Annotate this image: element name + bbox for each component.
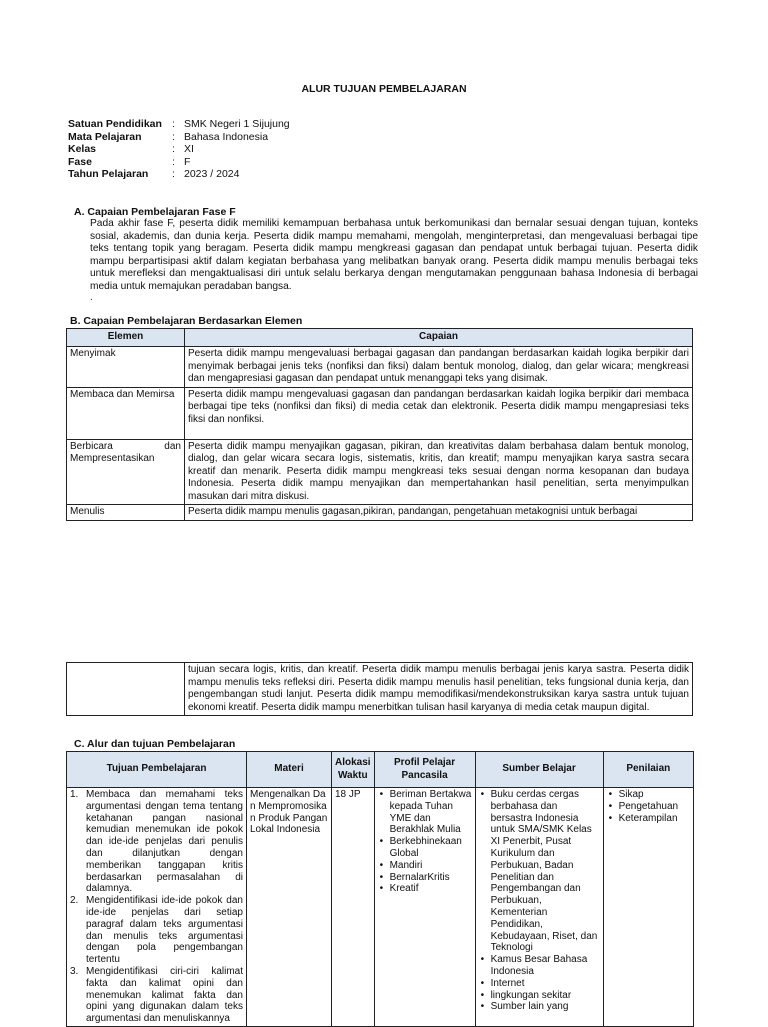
identity-info xyxy=(68,118,468,181)
penilaian-list xyxy=(607,789,690,824)
elemen-cell: Menulis xyxy=(67,505,185,521)
section-a-dot: . xyxy=(90,292,93,303)
info-colon: : xyxy=(172,155,175,168)
info-value: Bahasa Indonesia xyxy=(184,130,269,143)
section-a-text: Pada akhir fase F, peserta didik memiliki kemampuan berbahasa untuk berkomunikasi dan bernalar sesuai dengan tujuan, konteks sosial, akademis, dan dunia kerja. Peserta didik mampu memahami, mengolah, menginterpretasi, dan mengevaluasi berbagai tipe teks tentang topik yang beragam. Peserta didik mampu mengkreasi gagasan dan pendapat untuk berbagai tujuan. Peserta didik mampu berpartisipasi aktif dalam kegiatan berbahasa yang melibatkan banyak orang. Peserta didik mampu menulis berbagai teks untuk merefleksi dan mengaktualisasi diri untuk selalu berkarya dengan mengutamakan penggunaan bahasa Indonesia di berbagai media untuk memajukan peradaban bangsa. xyxy=(90,218,698,292)
capaian-cell: Peserta didik mampu mengevaluasi berbagai gagasan dan pandangan berdasarkan kaidah logika berpikir dari menyimak berbagai jenis teks (nonfiksi dan fiksi) dalam bentuk monolog, dialog, dan gelar wicara; mengkreasi dan mengapresiasi gagasan dan pendapat untuk menanggapi teks yang disimak. xyxy=(185,347,693,388)
info-label: Fase xyxy=(68,155,92,168)
info-row-kelas xyxy=(68,143,468,156)
page-title: ALUR TUJUAN PEMBELAJARAN xyxy=(301,83,467,95)
info-label: Satuan Pendidikan xyxy=(68,118,162,130)
elemen-cell: Menyimak xyxy=(67,347,185,388)
list-item xyxy=(70,789,243,895)
item-text: Mengidentifikasi ciri-ciri kalimat fakta dan kalimat opini dan menemukan kalimat fakta dan opini yang digunakan dalam teks argumentasi dan menuliskannya xyxy=(86,965,243,1025)
list-item: • Sumber lain yang xyxy=(479,1001,600,1013)
item-text: Membaca dan memahami teks argumentasi dengan tema tentang ketahanan pangan nasional kemudian menemukan ide pokok dan ide-ide penjelas dari penulis dan dilanjutkan dengan memberikan tanggapan kritis berdasarkan permasalahan di dalamnya. xyxy=(86,789,243,895)
list-item: • BernalarKritis xyxy=(378,872,472,884)
list-item: • Internet xyxy=(479,978,600,990)
section-b-heading: B. Capaian Pembelajaran Berdasarkan Elemen xyxy=(70,315,303,327)
table-row xyxy=(67,387,693,439)
capaian-cell: Peserta didik mampu menulis gagasan,pikiran, pandangan, pengetahuan metakognisi untuk berbagai xyxy=(185,505,693,521)
info-label: Mata Pelajaran xyxy=(68,130,142,143)
table-header-row xyxy=(67,329,693,347)
info-value: 2023 / 2024 xyxy=(184,168,240,180)
list-item: • Buku cerdas cergas berbahasa dan bersastra Indonesia untuk SMA/SMK Kelas XI Penerbit, Pusat Kurikulum dan Perbukuan, Badan Penelitian dan Pengembangan dan Perbukuan, Kementerian Pendidikan, Kebudayaan, Riset, dan Teknologi xyxy=(479,789,600,954)
sumber-cell xyxy=(475,788,603,1027)
elemen-cell-empty xyxy=(67,663,185,716)
item-number: 2. xyxy=(70,895,79,907)
capaian-cell: tujuan secara logis, kritis, dan kreatif. Peserta didik mampu menulis berbagai jenis karya sastra. Peserta didik mampu menulis teks refleksi diri. Peserta didik mampu menulis hasil penelitian, teks fungsional dunia kerja, dan pengembangan studi lanjut. Peserta didik mampu memodifikasi/mendekonstruksikan karya sastra untuk tujuan ekonomi kreatif. Peserta didik mampu menerbitkan tulisan hasil karyanya di media cetak maupun digital. xyxy=(185,663,693,716)
list-item xyxy=(70,966,243,1025)
table-row xyxy=(67,505,693,521)
column-header-capaian: Capaian xyxy=(185,329,693,347)
capaian-cell: Peserta didik mampu mengevaluasi gagasan dan pandangan berdasarkan kaidah logika berpikir dari membaca berbagai tipe teks (nonfiksi dan fiksi) di media cetak dan elektronik. Peserta didik mampu mengapresiasi teks fiksi dan nonfiksi. xyxy=(185,387,693,439)
elemen-table-continued xyxy=(66,662,693,716)
elemen-cell: Membaca dan Memirsa xyxy=(67,387,185,439)
column-header-materi: Materi xyxy=(247,752,332,788)
profil-list xyxy=(378,789,472,895)
section-c-heading: C. Alur dan tujuan Pembelajaran xyxy=(74,738,236,750)
list-item: • lingkungan sekitar xyxy=(479,990,600,1002)
list-item: • Kreatif xyxy=(378,883,472,895)
table-row xyxy=(67,347,693,388)
capaian-cell: Peserta didik mampu menyajikan gagasan, pikiran, dan kreativitas dalam berbahasa dalam bentuk monolog, dialog, dan gelar wicara secara logis, sistematis, kritis, dan kreatif; mampu menyajikan karya sastra secara kreatif dan menarik. Peserta didik mampu mengkreasi teks sesuai dengan norma kesopanan dan budaya Indonesia. Peserta didik mampu menyajikan dan mempertahankan hasil penelitian, serta menyimpulkan masukan dari mitra diskusi. xyxy=(185,439,693,505)
column-header-tujuan: Tujuan Pembelajaran xyxy=(67,752,247,788)
info-value: F xyxy=(184,155,191,168)
alokasi-cell: 18 JP xyxy=(332,788,375,1027)
info-row-fase xyxy=(68,156,468,169)
table-row xyxy=(67,439,693,505)
penilaian-cell xyxy=(603,788,693,1027)
section-a-heading: A. Capaian Pembelajaran Fase F xyxy=(74,206,236,218)
column-header-penilaian: Penilaian xyxy=(603,752,693,788)
info-value: SMK Negeri 1 Sijujung xyxy=(184,118,290,130)
item-text: Mengidentifikasi ide-ide pokok dan ide-ide penjelas dari setiap paragraf dalam teks argumentasi dan menulis teks argumentasi dengan pola pengembangan tertentu xyxy=(86,895,243,966)
column-header-profil: Profil Pelajar Pancasila xyxy=(374,752,475,788)
list-item: • Sikap xyxy=(607,789,690,801)
info-label: Tahun Pelajaran xyxy=(68,168,149,180)
list-item: • Keterampilan xyxy=(607,813,690,825)
alur-table xyxy=(66,751,694,1027)
materi-cell: Mengenalkan Dan Mempromosikan Produk Pangan Lokal Indonesia xyxy=(247,788,332,1027)
info-row-satuan xyxy=(68,118,468,131)
info-colon: : xyxy=(172,118,175,130)
item-number: 1. xyxy=(70,789,79,800)
tujuan-list xyxy=(70,789,243,1025)
info-row-mapel xyxy=(68,131,468,144)
column-header-elemen: Elemen xyxy=(67,329,185,347)
elemen-table xyxy=(66,328,693,521)
profil-cell xyxy=(374,788,475,1027)
table-row xyxy=(67,663,693,716)
info-colon: : xyxy=(172,143,175,155)
info-colon: : xyxy=(172,130,175,143)
info-value: XI xyxy=(184,143,194,155)
elemen-cell: Berbicara dan Mempresentasikan xyxy=(67,439,185,505)
sumber-list xyxy=(479,789,600,1013)
column-header-sumber: Sumber Belajar xyxy=(475,752,603,788)
list-item: • Beriman Bertakwa kepada Tuhan YME dan Berakhlak Mulia xyxy=(378,789,472,836)
table-row xyxy=(67,788,694,1027)
list-item xyxy=(70,895,243,966)
item-number: 3. xyxy=(70,965,79,977)
list-item: • Berkebhinekaan Global xyxy=(378,836,472,860)
info-colon: : xyxy=(172,168,175,180)
list-item: • Mandiri xyxy=(378,860,472,872)
tujuan-cell xyxy=(67,788,247,1027)
info-row-tahun xyxy=(68,168,468,181)
table-header-row xyxy=(67,752,694,788)
list-item: • Pengetahuan xyxy=(607,801,690,813)
column-header-alokasi: Alokasi Waktu xyxy=(332,752,375,788)
info-label: Kelas xyxy=(68,143,97,155)
list-item: • Kamus Besar Bahasa Indonesia xyxy=(479,954,600,978)
